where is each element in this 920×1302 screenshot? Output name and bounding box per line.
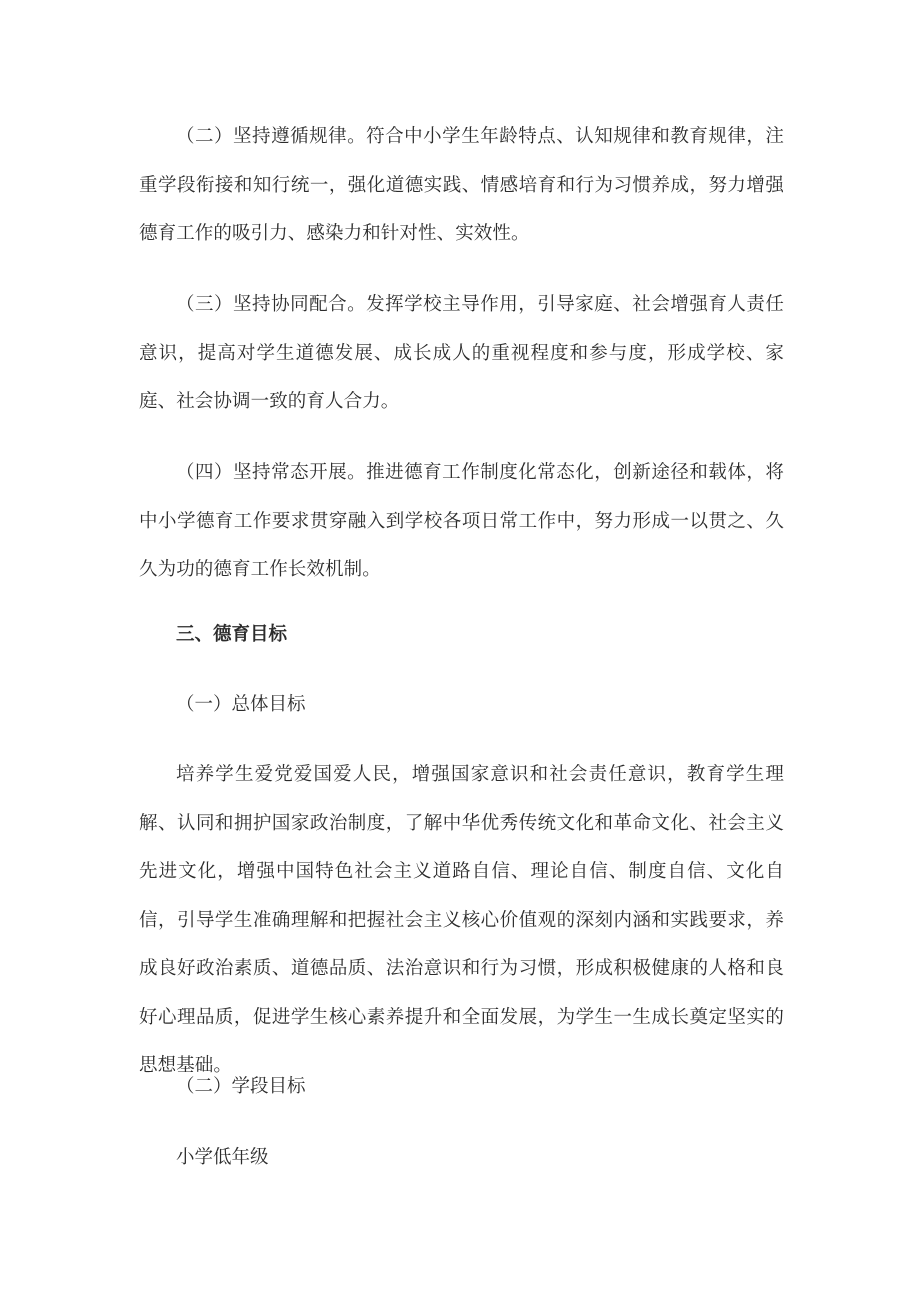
overall-goal-paragraph: 培养学生爱党爱国爱人民，增强国家意识和社会责任意识，教育学生理解、认同和拥护国家政治制度，了解中华优秀传统文化和革命文化、社会主义先进文化，增强中国特色社会主义道路自信、理论自信、制度自信、文化自信，引导学生准确理解和把握社会主义核心价值观的深刻内涵和实践要求，养成良好政治素质、道德品质、法治意识和行为习惯，形成积极健康的人格和良好心理品质，促进学生核心素养提升和全面发展，为学生一生成长奠定坚实的思想基础。: [139, 764, 784, 1076]
principle-2-paragraph: （二）坚持遵循规律。符合中小学生年龄特点、认知规律和教育规律，注重学段衔接和知行统一，强化道德实践、情感培育和行为习惯养成，努力增强德育工作的吸引力、感染力和针对性、实效性。: [139, 126, 784, 244]
subsection-1-heading: （一）总体目标: [176, 694, 306, 715]
principle-4-paragraph: （四）坚持常态开展。推进德育工作制度化常态化，创新途径和载体，将中小学德育工作要求贯穿融入到学校各项日常工作中，努力形成一以贯之、久久为功的德育工作长效机制。: [139, 462, 784, 580]
principle-3-paragraph: （三）坚持协同配合。发挥学校主导作用，引导家庭、社会增强育人责任意识，提高对学生道德发展、成长成人的重视程度和参与度，形成学校、家庭、社会协调一致的育人合力。: [139, 294, 784, 412]
section-3-heading: 三、德育目标: [176, 624, 288, 645]
stage-label: 小学低年级: [176, 1147, 269, 1168]
subsection-2-heading: （二）学段目标: [176, 1076, 306, 1097]
